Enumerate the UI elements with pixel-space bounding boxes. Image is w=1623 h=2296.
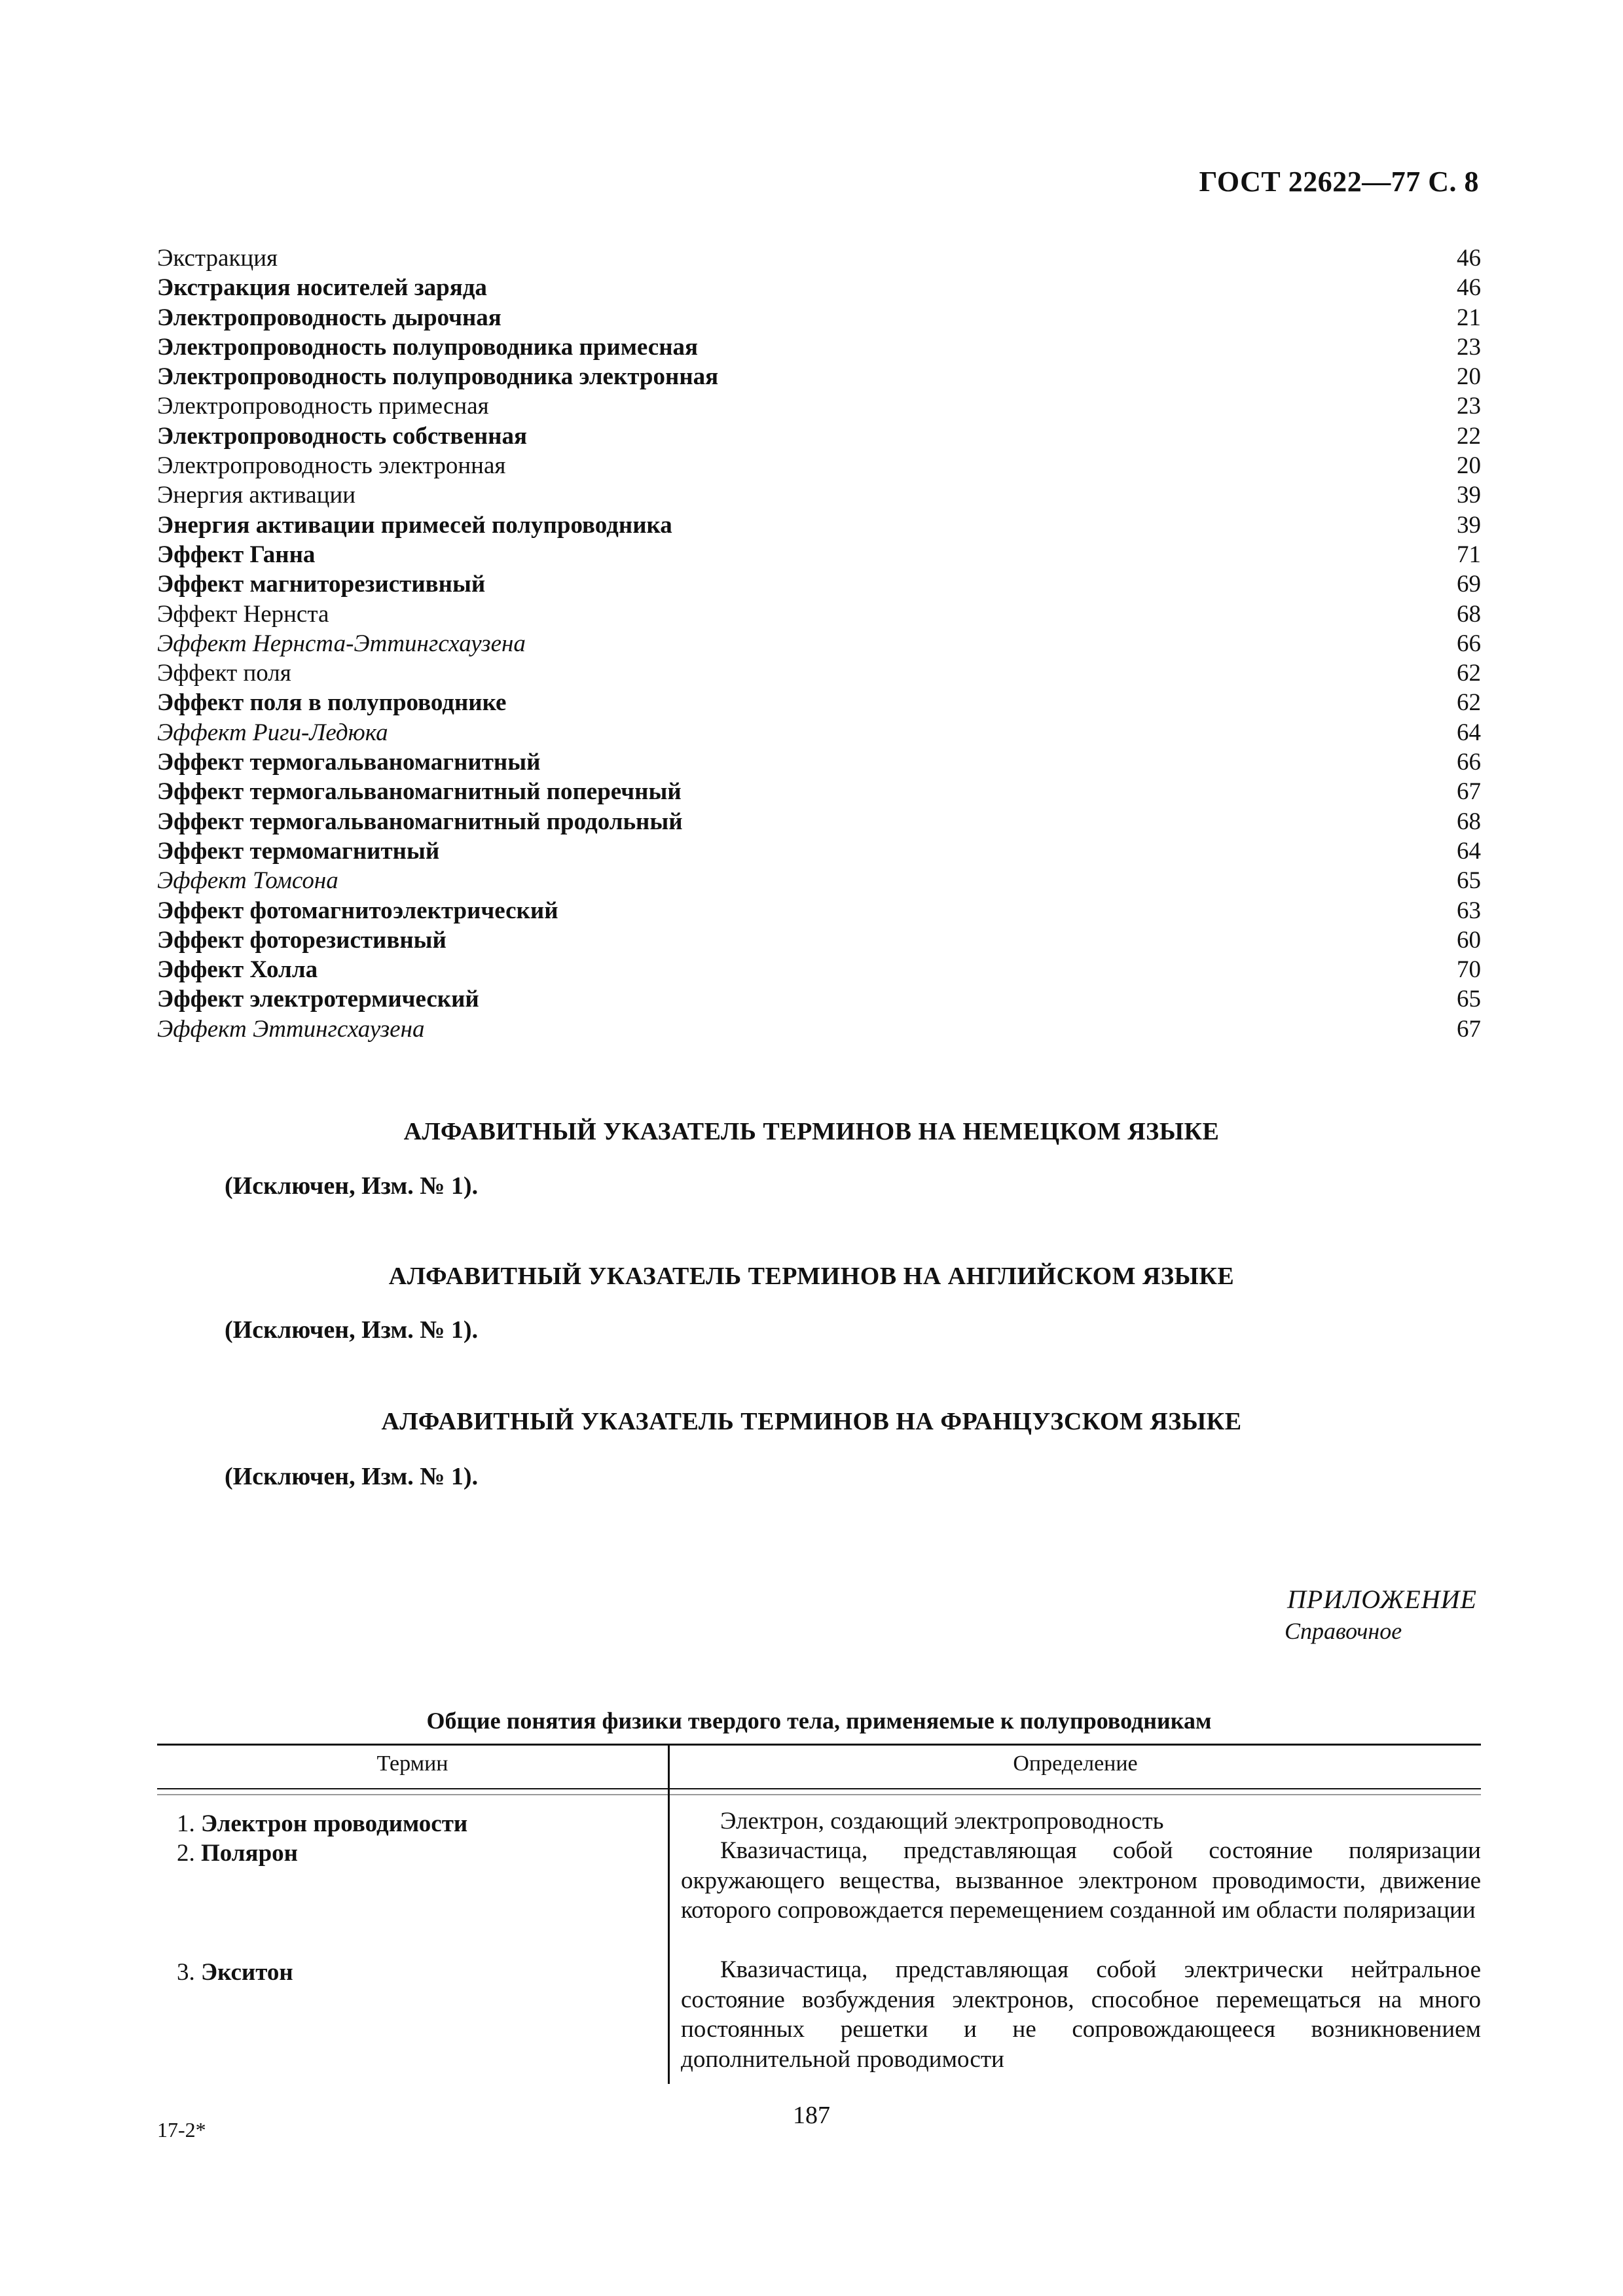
- index-term: Эффект термогальваномагнитный продольный: [157, 808, 683, 835]
- index-term: Электропроводность полупроводника электронная: [157, 363, 719, 391]
- appendix-subtitle: Справочное: [1285, 1618, 1402, 1644]
- index-term: Эффект Ганна: [157, 541, 316, 568]
- index-term: Экстракция: [157, 245, 278, 272]
- table-row-definition: Квазичастица, представляющая собой электрически нейтральное состояние возбуждения электронов, способное перемещаться на много постоянных решетки и не сопровождающееся возникновением дополнительной проводимости: [681, 1956, 1481, 2073]
- index-page-number: 62: [1457, 689, 1481, 717]
- section-title-french: АЛФАВИТНЫЙ УКАЗАТЕЛЬ ТЕРМИНОВ НА ФРАНЦУЗСКОМ ЯЗЫКЕ: [381, 1408, 1242, 1435]
- appendix-label: [1285, 1584, 1477, 1645]
- index-term: Электропроводность собственная: [157, 422, 527, 450]
- section-note-french: (Исключен, Изм. № 1).: [225, 1463, 479, 1490]
- index-term: Эффект магниторезистивный: [157, 571, 486, 598]
- index-entry: [157, 362, 1481, 391]
- section-note-english: (Исключен, Изм. № 1).: [225, 1316, 479, 1344]
- appendix-title: ПРИЛОЖЕНИЕ: [1287, 1585, 1477, 1614]
- index-page-number: 62: [1457, 660, 1481, 687]
- table-row-term: [177, 1958, 293, 1986]
- index-entry: [157, 391, 1481, 421]
- index-entry: [157, 747, 1481, 777]
- table-header-definition: Определение: [1013, 1751, 1138, 1776]
- index-entry: [157, 600, 1481, 629]
- index-entry: [157, 422, 1481, 451]
- index-entry: [157, 955, 1481, 984]
- index-page-number: 23: [1457, 393, 1481, 420]
- index-entry: [157, 332, 1481, 362]
- table-row-term: [177, 1810, 467, 1838]
- index-page-number: 46: [1457, 274, 1481, 302]
- index-entry: [157, 984, 1481, 1014]
- document-header-code: ГОСТ 22622—77 С. 8: [1199, 166, 1479, 198]
- index-page-number: 64: [1457, 719, 1481, 746]
- table-row-term: [177, 1839, 298, 1867]
- index-entry: [157, 480, 1481, 510]
- index-entry: [157, 925, 1481, 955]
- table-top-rule: [157, 1744, 1481, 1746]
- index-page-number: 39: [1457, 511, 1481, 539]
- index-entry: [157, 303, 1481, 332]
- index-page-number: 69: [1457, 571, 1481, 598]
- index-page-number: 21: [1457, 304, 1481, 331]
- page-number: 187: [793, 2102, 830, 2129]
- index-page-number: 66: [1457, 749, 1481, 776]
- index-term: Эффект термогальваномагнитный поперечный: [157, 778, 682, 806]
- index-entry: [157, 451, 1481, 480]
- index-term: Эффект термомагнитный: [157, 837, 440, 865]
- index-entry: [157, 866, 1481, 895]
- index-term: Энергия активации примесей полупроводника: [157, 511, 672, 539]
- index-entry: [157, 807, 1481, 836]
- alphabetical-index: [157, 243, 1481, 1044]
- index-page-number: 46: [1457, 245, 1481, 272]
- index-entry: [157, 511, 1481, 540]
- index-entry: [157, 688, 1481, 717]
- term-number: 3.: [177, 1959, 195, 1986]
- index-entry: [157, 777, 1481, 806]
- index-entry: [157, 540, 1481, 569]
- index-term: Эффект поля в полупроводнике: [157, 689, 507, 717]
- index-page-number: 64: [1457, 837, 1481, 865]
- term-name: Полярон: [201, 1840, 298, 1867]
- index-term: Электропроводность примесная: [157, 393, 489, 420]
- index-term: Эффект Риги-Ледюка: [157, 719, 388, 746]
- table-header-rule: [157, 1788, 1481, 1789]
- index-page-number: 20: [1457, 363, 1481, 391]
- table-row-definition: Электрон, создающий электропроводность: [720, 1808, 1164, 1835]
- index-term: Эффект термогальваномагнитный: [157, 749, 541, 776]
- table-caption: Общие понятия физики твердого тела, применяемые к полупроводникам: [426, 1708, 1212, 1734]
- index-page-number: 67: [1457, 778, 1481, 806]
- index-term: Эффект Эттингсхаузена: [157, 1015, 425, 1043]
- index-page-number: 63: [1457, 897, 1481, 924]
- table-row-definition: Квазичастица, представляющая собой состояние поляризации окружающего вещества, вызванное электроном проводимости, движение которого сопровождается перемещением созданной им области поляризации: [681, 1837, 1481, 1924]
- footer-signature-mark: 17-2*: [157, 2118, 206, 2142]
- index-entry: [157, 243, 1481, 273]
- index-page-number: 66: [1457, 630, 1481, 657]
- index-term: Энергия активации: [157, 482, 356, 509]
- index-page-number: 71: [1457, 541, 1481, 568]
- index-page-number: 65: [1457, 986, 1481, 1013]
- table-header-rule-secondary: [157, 1794, 1481, 1795]
- index-page-number: 60: [1457, 926, 1481, 954]
- index-page-number: 68: [1457, 600, 1481, 628]
- index-entry: [157, 1014, 1481, 1044]
- term-name: Электрон проводимости: [201, 1810, 468, 1837]
- index-term: Эффект электротермический: [157, 986, 479, 1013]
- index-term: Эффект поля: [157, 660, 291, 687]
- index-page-number: 39: [1457, 482, 1481, 509]
- index-page-number: 70: [1457, 956, 1481, 984]
- index-page-number: 68: [1457, 808, 1481, 835]
- index-term: Электропроводность электронная: [157, 452, 506, 480]
- index-page-number: 20: [1457, 452, 1481, 480]
- index-entry: [157, 629, 1481, 658]
- index-term: Эффект фотомагнитоэлектрический: [157, 897, 558, 924]
- terms-table: [157, 1744, 1481, 2084]
- index-entry: [157, 569, 1481, 599]
- index-entry: [157, 658, 1481, 688]
- index-page-number: 67: [1457, 1015, 1481, 1043]
- term-name: Экситон: [201, 1959, 293, 1986]
- index-term: Экстракция носителей заряда: [157, 274, 487, 302]
- index-entry: [157, 273, 1481, 302]
- table-column-divider: [668, 1744, 670, 2084]
- index-term: Эффект Холла: [157, 956, 318, 984]
- index-term: Эффект Нернста-Эттингсхаузена: [157, 630, 526, 657]
- index-entry: [157, 836, 1481, 866]
- index-term: Эффект Нернста: [157, 600, 329, 628]
- section-note-german: (Исключен, Изм. № 1).: [225, 1172, 479, 1200]
- index-term: Эффект фоторезистивный: [157, 926, 447, 954]
- index-page-number: 23: [1457, 333, 1481, 361]
- index-term: Электропроводность полупроводника примесная: [157, 333, 699, 361]
- index-term: Электропроводность дырочная: [157, 304, 501, 331]
- index-page-number: 22: [1457, 422, 1481, 450]
- section-title-german: АЛФАВИТНЫЙ УКАЗАТЕЛЬ ТЕРМИНОВ НА НЕМЕЦКОМ ЯЗЫКЕ: [403, 1118, 1220, 1145]
- term-number: 1.: [177, 1810, 195, 1837]
- table-header-term: Термин: [376, 1751, 448, 1776]
- section-title-english: АЛФАВИТНЫЙ УКАЗАТЕЛЬ ТЕРМИНОВ НА АНГЛИЙСКОМ ЯЗЫКЕ: [388, 1263, 1235, 1290]
- index-term: Эффект Томсона: [157, 867, 338, 895]
- index-entry: [157, 896, 1481, 925]
- term-number: 2.: [177, 1840, 195, 1867]
- index-entry: [157, 718, 1481, 747]
- index-page-number: 65: [1457, 867, 1481, 895]
